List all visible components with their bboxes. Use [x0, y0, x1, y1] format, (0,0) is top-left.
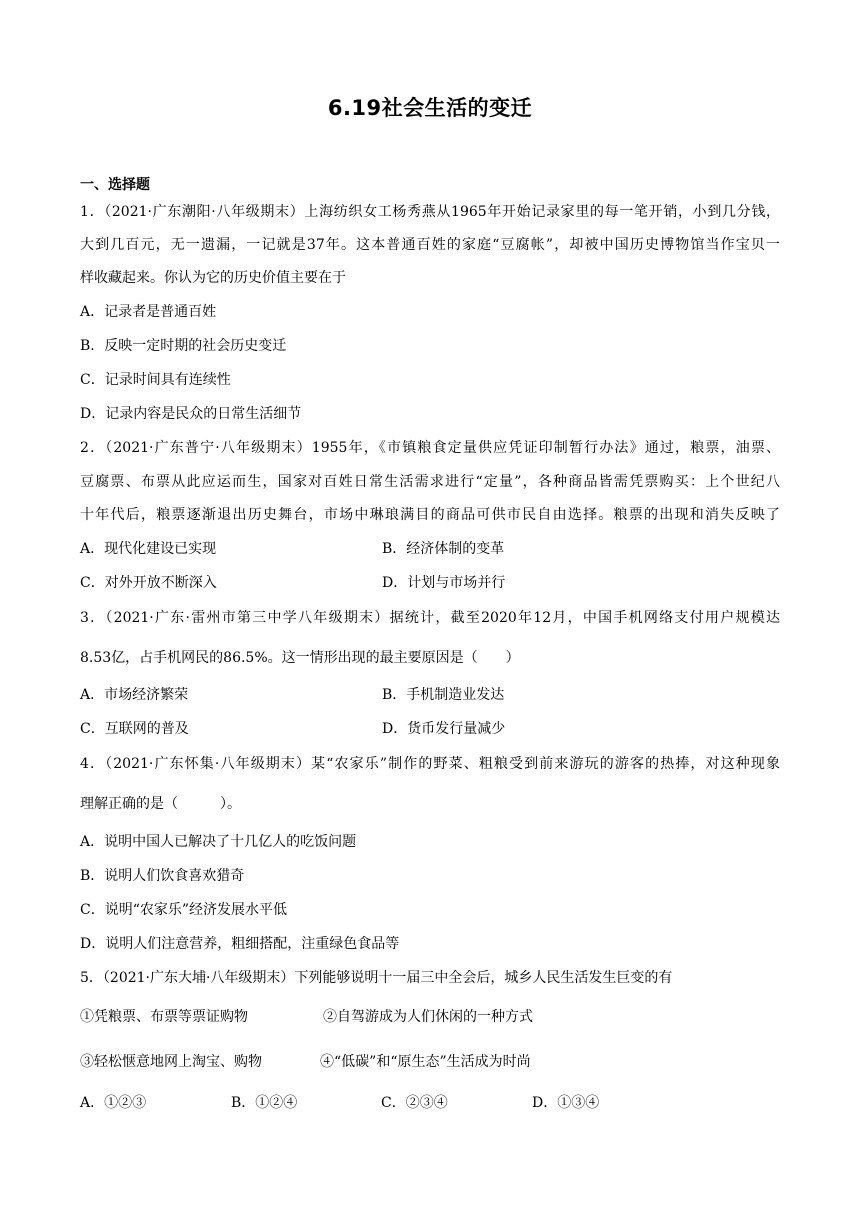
question-1-text-line-2: 大到几百元，无一遗漏，一记就是37年。这本普通百姓的家庭“豆腐帐”，却被中国历史博物馆当作宝贝一 — [80, 237, 780, 253]
question-2-option-b: B．经济体制的变革 — [382, 541, 505, 557]
question-5-item-2: ②自驾游成为人们休闲的一种方式 — [323, 1009, 533, 1025]
question-2-option-d: D．计划与市场并行 — [382, 575, 506, 591]
question-2-text-line-2: 豆腐票、布票从此应运而生，国家对百姓日常生活需求进行“定量”，各种商品皆需凭票购买：上个世纪八 — [80, 474, 780, 490]
question-4-text-line-2: 理解正确的是（ ）。 — [80, 796, 241, 812]
question-3-option-d: D．货币发行量减少 — [382, 721, 506, 737]
question-3-text-line-2: 8.53亿，占手机网民的86.5%。这一情形出现的最主要原因是（ ） — [80, 650, 520, 666]
question-4-option-d: D．说明人们注意营养，粗细搭配，注重绿色食品等 — [80, 936, 400, 952]
question-1-text-line-3: 样收藏起来。你认为它的历史价值主要在于 — [80, 270, 346, 286]
question-1-option-a: A．记录者是普通百姓 — [80, 304, 217, 320]
question-1-option-d: D．记录内容是民众的日常生活细节 — [80, 406, 302, 422]
question-3-option-c: C．互联网的普及 — [80, 721, 189, 737]
question-2-option-c: C．对外开放不断深入 — [80, 575, 217, 591]
question-5-item-4: ④“低碳”和“原生态”生活成为时尚 — [320, 1054, 531, 1070]
question-4-option-b: B．说明人们饮食喜欢猎奇 — [80, 868, 245, 884]
page-title: 6.19社会生活的变迁 — [327, 96, 533, 120]
question-5-option-d: D．①③④ — [532, 1095, 600, 1111]
question-5-option-b: B．①②④ — [231, 1095, 298, 1111]
question-5-option-c: C．②③④ — [381, 1095, 448, 1111]
section-heading: 一、选择题 — [80, 177, 150, 193]
question-5-text-line-1: 5．（2021·广东大埔·八年级期末）下列能够说明十一届三中全会后，城乡人民生活发生巨变的有 — [80, 970, 673, 986]
question-2-text-line-1: 2．（2021·广东普宁·八年级期末）1955年，《市镇粮食定量供应凭证印制暂行办法》通过，粮票，油票、 — [80, 440, 780, 456]
question-3-text-line-1: 3．（2021·广东·雷州市第三中学八年级期末）据统计，截至2020年12月，中国手机网络支付用户规模达 — [80, 610, 780, 626]
question-4-option-a: A．说明中国人已解决了十几亿人的吃饭问题 — [80, 834, 357, 850]
question-4-text-line-1: 4．（2021·广东怀集·八年级期末）某“农家乐”制作的野菜、粗粮受到前来游玩的游客的热捧，对这种现象 — [80, 756, 780, 772]
question-2-text-line-3: 十年代后，粮票逐渐退出历史舞台，市场中琳琅满目的商品可供市民自由选择。粮票的出现和消失反映了 — [80, 507, 780, 523]
question-5-option-a: A．①②③ — [80, 1095, 147, 1111]
question-2-option-a: A．现代化建设已实现 — [80, 541, 217, 557]
question-1-option-c: C．记录时间具有连续性 — [80, 372, 231, 388]
question-3-option-b: B．手机制造业发达 — [382, 687, 505, 703]
question-5-item-1: ①凭粮票、布票等票证购物 — [80, 1009, 248, 1025]
question-1-text-line-1: 1．（2021·广东潮阳·八年级期末）上海纺织女工杨秀燕从1965年开始记录家里的每一笔开销，小到几分钱， — [80, 204, 780, 220]
question-3-option-a: A．市场经济繁荣 — [80, 687, 189, 703]
question-4-option-c: C．说明“农家乐”经济发展水平低 — [80, 902, 288, 918]
question-1-option-b: B．反映一定时期的社会历史变迁 — [80, 338, 287, 354]
question-5-item-3: ③轻松惬意地网上淘宝、购物 — [80, 1054, 262, 1070]
